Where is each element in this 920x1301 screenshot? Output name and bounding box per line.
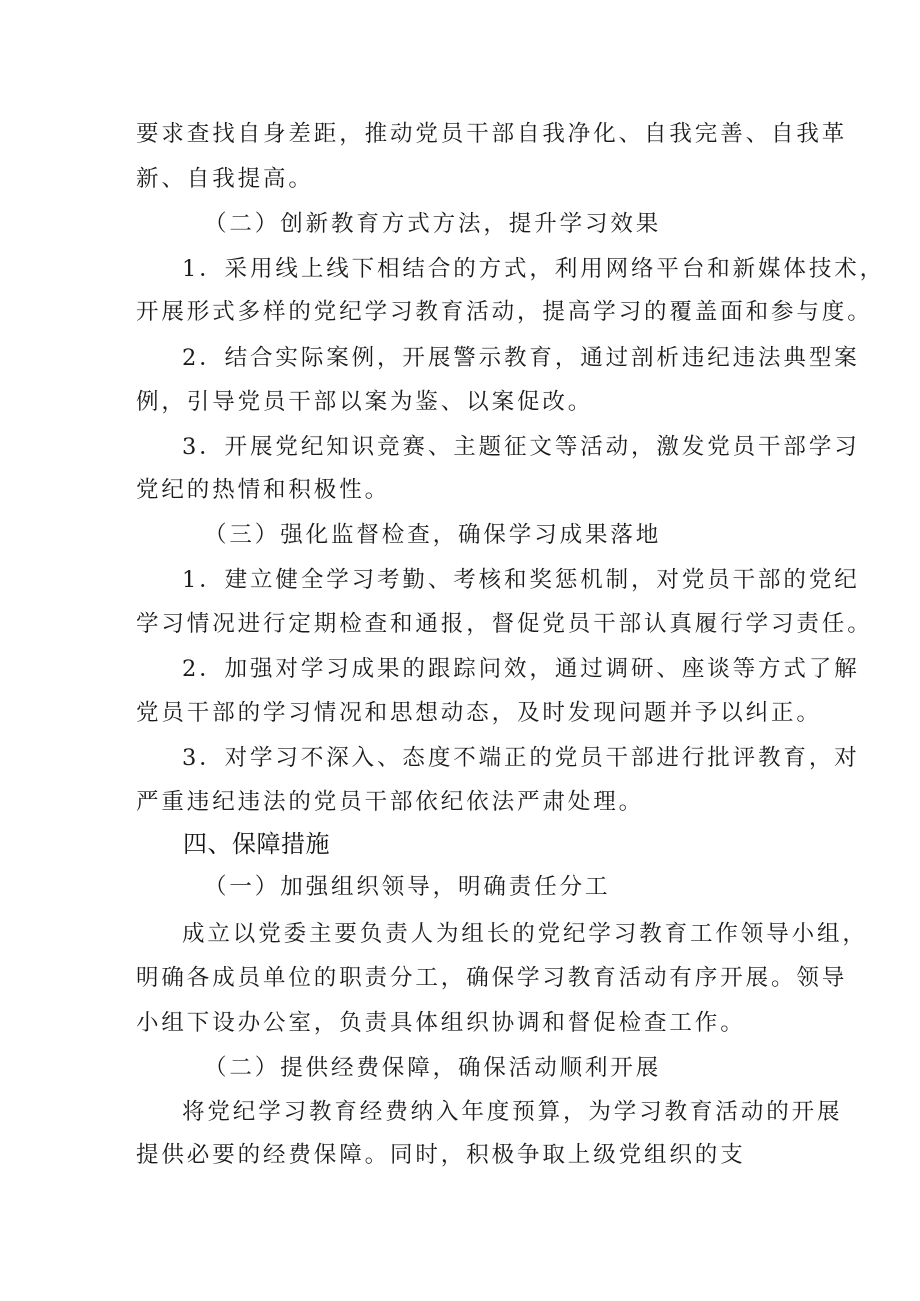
paragraph-line: 1．建立健全学习考勤、考核和奖惩机制，对党员干部的党纪 bbox=[182, 567, 860, 593]
paragraph-line: 例，引导党员干部以案为鉴、以案促改。 bbox=[136, 389, 594, 415]
paragraph-line: 3．开展党纪知识竞赛、主题征文等活动，激发党员干部学习 bbox=[182, 434, 860, 460]
paragraph-line: 党员干部的学习情况和思想动态，及时发现问题并予以纠正。 bbox=[136, 700, 822, 726]
subsection-heading: （二）创新教育方式方法，提升学习效果 bbox=[204, 211, 662, 237]
paragraph-line: 1．采用线上线下相结合的方式，利用网络平台和新媒体技术， bbox=[182, 256, 886, 282]
paragraph-line: 学习情况进行定期检查和通报，督促党员干部认真履行学习责任。 bbox=[136, 611, 873, 637]
paragraph-line: 3．对学习不深入、态度不端正的党员干部进行批评教育，对 bbox=[182, 745, 860, 771]
subsection-heading: （三）强化监督检查，确保学习成果落地 bbox=[204, 522, 662, 548]
paragraph-line: 明确各成员单位的职责分工，确保学习教育活动有序开展。领导 bbox=[136, 965, 848, 991]
paragraph-line: 党纪的热情和积极性。 bbox=[136, 477, 391, 503]
section-heading: 四、保障措施 bbox=[183, 830, 330, 858]
paragraph-line: 要求查找自身差距，推动党员干部自我净化、自我完善、自我革 bbox=[136, 121, 848, 147]
paragraph-line: 严重违纪违法的党员干部依纪依法严肃处理。 bbox=[136, 789, 645, 815]
subsection-heading: （二）提供经费保障，确保活动顺利开展 bbox=[204, 1055, 662, 1081]
paragraph-line: 将党纪学习教育经费纳入年度预算，为学习教育活动的开展 bbox=[182, 1099, 843, 1125]
paragraph-line: 提供必要的经费保障。同时，积极争取上级党组织的支 bbox=[136, 1142, 746, 1168]
paragraph-line: 2．加强对学习成果的跟踪问效，通过调研、座谈等方式了解 bbox=[182, 656, 860, 682]
paragraph-line: 开展形式多样的党纪学习教育活动，提高学习的覆盖面和参与度。 bbox=[136, 299, 873, 325]
paragraph-line: 新、自我提高。 bbox=[136, 166, 314, 192]
subsection-heading: （一）加强组织领导，明确责任分工 bbox=[204, 874, 611, 900]
paragraph-line: 2．结合实际案例，开展警示教育，通过剖析违纪违法典型案 bbox=[182, 345, 860, 371]
paragraph-line: 成立以党委主要负责人为组长的党纪学习教育工作领导小组， bbox=[182, 921, 868, 947]
paragraph-line: 小组下设办公室，负责具体组织协调和督促检查工作。 bbox=[136, 1010, 746, 1036]
